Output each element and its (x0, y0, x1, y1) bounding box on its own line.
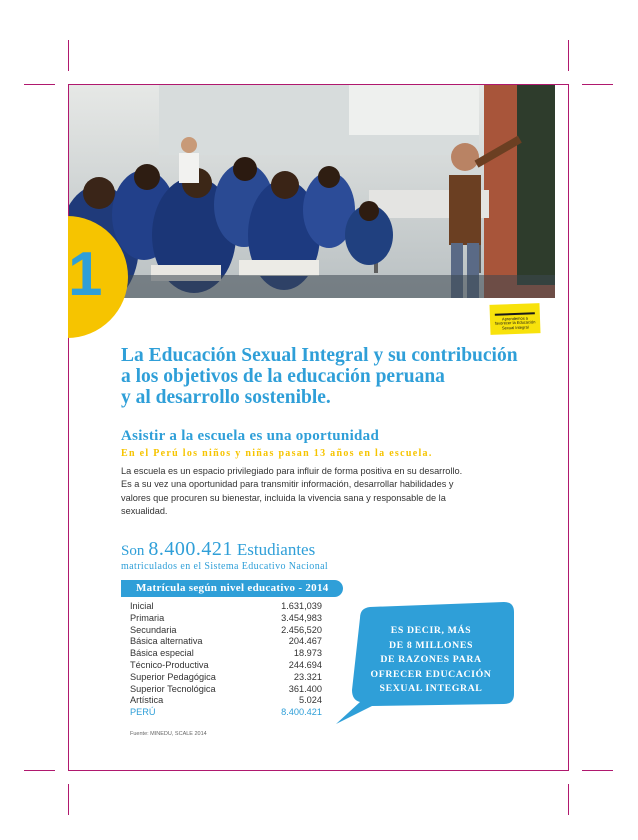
enrollment-table (130, 601, 322, 719)
row-value: 2.456,520 (281, 624, 322, 635)
callout-text (356, 624, 506, 697)
body-line: La escuela es un espacio privilegiado para influir de forma positiva en su desarrollo. (121, 466, 463, 476)
table-row (130, 648, 322, 660)
table-row (130, 684, 322, 696)
table-header-label: Matrícula según nivel educativo - 2014 (136, 582, 329, 594)
title-line: a los objetivos de la educación peruana (121, 366, 445, 387)
row-value: 204.467 (288, 636, 322, 647)
total-value: 8.400.421 (281, 707, 322, 718)
callout-line: DE 8 MILLONES (388, 639, 473, 651)
subheading-note: En el Perú los niños y niñas pasan 13 años en la escuela. (121, 448, 433, 459)
crop-mark (568, 784, 569, 815)
row-label: Inicial (130, 601, 154, 611)
crop-mark (582, 770, 613, 771)
callout-line: ES DECIR, MÁS (390, 625, 472, 636)
classroom-photo (69, 85, 555, 298)
row-value: 23.321 (293, 671, 322, 682)
section-number: 1 (68, 240, 103, 309)
row-label: Artística (130, 695, 164, 706)
enrollment-table-header (121, 580, 343, 597)
logo-text: Aprendemos a favorecer la Educación Sexual Integral (494, 315, 536, 331)
program-logo (489, 303, 540, 335)
row-value: 244.694 (288, 659, 322, 670)
crop-mark (68, 784, 69, 815)
callout-line: OFRECER EDUCACIÓN (370, 668, 492, 680)
row-label: Básica especial (130, 648, 194, 659)
table-row (130, 601, 322, 613)
row-value: 18.973 (293, 648, 322, 659)
students-label: Estudiantes (236, 540, 316, 559)
title-line: y al desarrollo sostenible. (121, 387, 331, 408)
table-source: Fuente: MINEDU, SCALE 2014 (130, 731, 207, 737)
crop-mark (582, 84, 613, 85)
page-margin-mask (0, 200, 68, 360)
total-label: PERÚ (130, 707, 156, 718)
crop-mark (24, 84, 55, 85)
crop-mark (24, 770, 55, 771)
table-row (130, 636, 322, 648)
table-row (130, 625, 322, 637)
page-title (121, 345, 541, 408)
table-row (130, 695, 322, 707)
row-value: 3.454,983 (281, 612, 322, 623)
table-row (130, 672, 322, 684)
students-prefix: Son (121, 543, 145, 559)
row-label: Superior Tecnológica (130, 683, 216, 694)
table-row (130, 613, 322, 625)
table-row (130, 660, 322, 672)
section-subheading: Asistir a la escuela es una oportunidad (121, 428, 380, 444)
row-value: 5.024 (299, 695, 322, 706)
row-label: Primaria (130, 612, 165, 623)
students-headline (121, 538, 315, 561)
row-label: Técnico-Productiva (130, 659, 209, 670)
body-line: valores que procuren su bienestar, incluida la vivencia sana y responsable de la (121, 492, 446, 503)
title-line: La Educación Sexual Integral y su contribución (121, 345, 518, 366)
crop-mark (68, 40, 69, 71)
body-paragraph (121, 465, 503, 518)
row-value: 1.631,039 (281, 601, 322, 611)
students-number: 8.400.421 (148, 538, 233, 560)
body-line: Es a su vez una oportunidad para transmitir información, desarrollar habilidades y (121, 479, 454, 490)
row-label: Básica alternativa (130, 636, 203, 647)
table-total-row (130, 707, 322, 719)
row-value: 361.400 (288, 683, 322, 694)
crop-mark (568, 40, 569, 71)
callout-line: DE RAZONES PARA (380, 654, 482, 665)
body-line: sexualidad. (121, 505, 168, 516)
callout-line: SEXUAL INTEGRAL (379, 683, 483, 694)
row-label: Superior Pedagógica (130, 671, 216, 682)
row-label: Secundaria (130, 624, 177, 635)
students-subline: matriculados en el Sistema Educativo Nacional (121, 561, 329, 572)
